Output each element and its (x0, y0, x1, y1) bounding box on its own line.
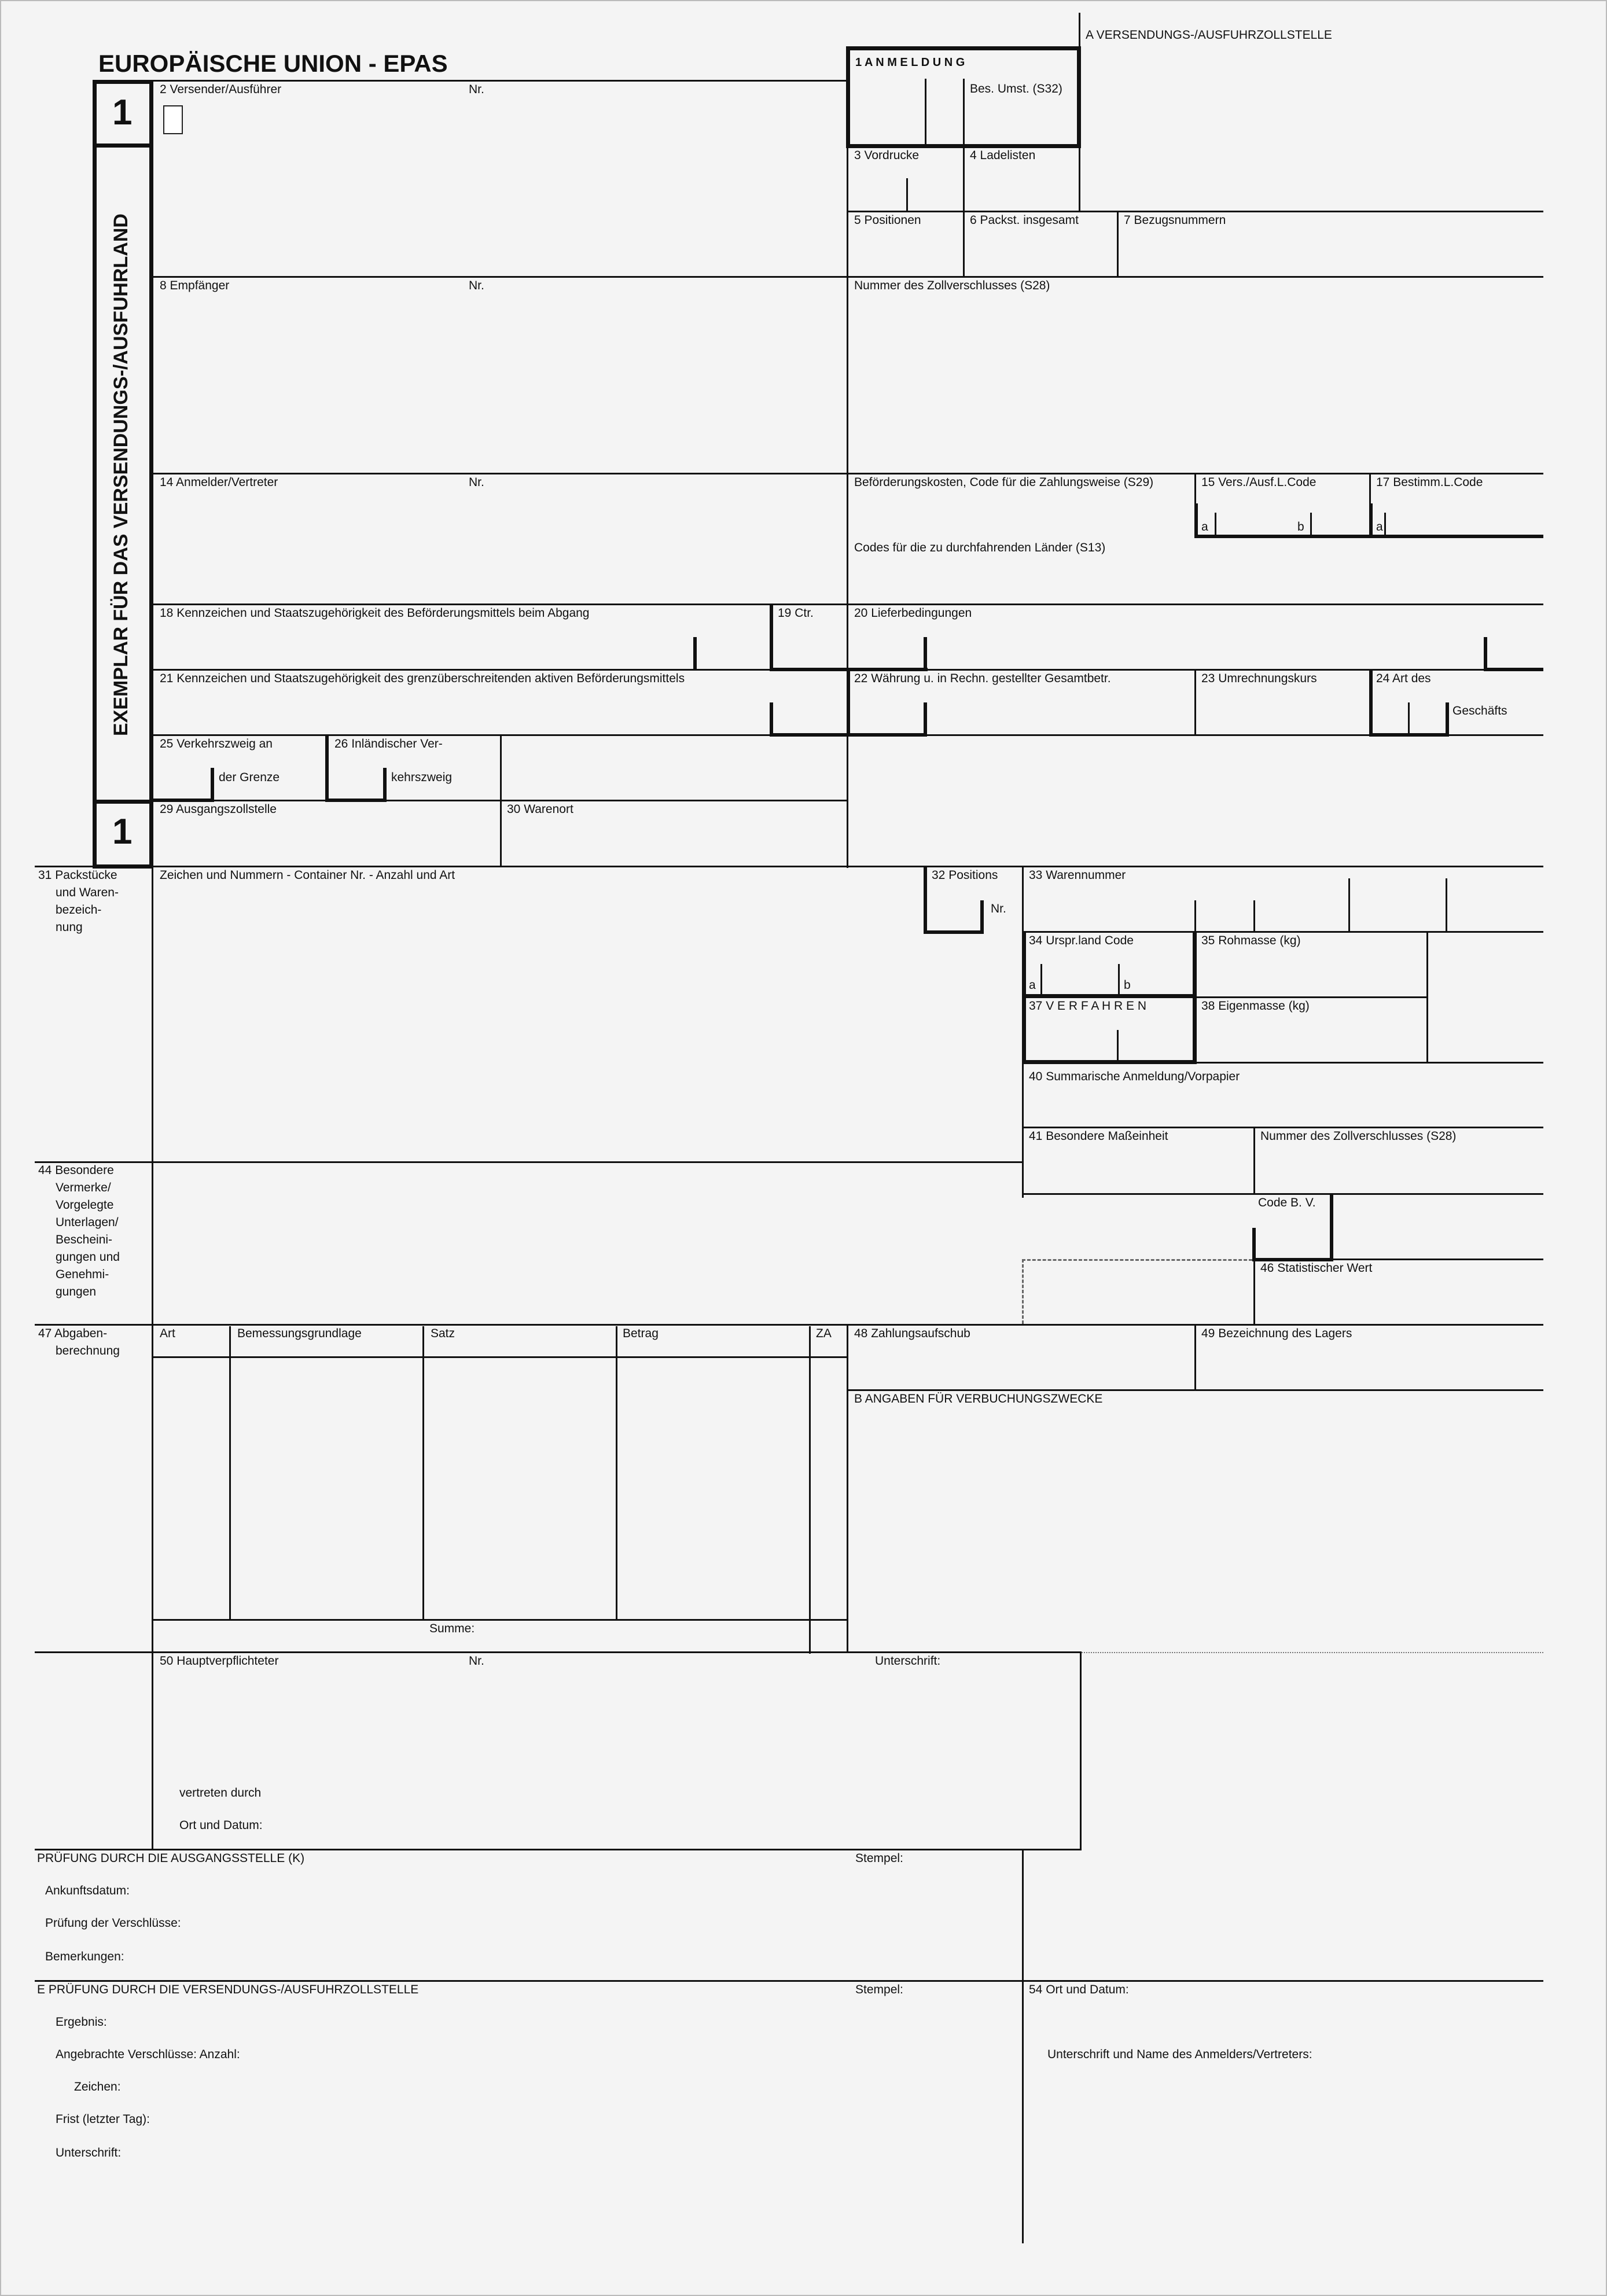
box-26-bracket (325, 734, 329, 802)
box-31-label: und Waren- (56, 886, 119, 899)
za-label: ZA (816, 1327, 832, 1340)
box-26-bracket (383, 768, 387, 801)
zollverschluss-label: Nummer des Zollverschlusses (S28) (854, 279, 1050, 292)
box-17-label: 17 Bestimm.L.Code (1376, 476, 1483, 489)
rule (1194, 996, 1428, 998)
betrag-label: Betrag (623, 1327, 659, 1340)
dashed-rule (1022, 1259, 1252, 1261)
zeichen-label: Zeichen: (74, 2080, 121, 2093)
divider (1118, 964, 1120, 996)
copy-box-frame (93, 80, 153, 84)
box-30-label: 30 Warenort (507, 803, 573, 816)
rule (1022, 1193, 1543, 1195)
summe-label: Summe: (429, 1622, 475, 1635)
box-35-label: 35 Rohmasse (kg) (1201, 934, 1301, 947)
divider (1117, 211, 1119, 277)
code-bv-bracket (1330, 1193, 1333, 1261)
rule (152, 604, 1543, 605)
box-19-label: 19 Ctr. (778, 606, 814, 620)
frist-label: Frist (letzter Tag): (56, 2113, 150, 2126)
rule (35, 1651, 1082, 1653)
rule (1022, 1127, 1543, 1128)
box-6-label: 6 Packst. insgesamt (970, 214, 1079, 227)
box-34-label: 34 Urspr.land Code (1029, 934, 1134, 947)
box-46-label: 46 Statistischer Wert (1260, 1261, 1373, 1275)
copy-box-frame (93, 80, 97, 868)
box-25b-label: der Grenze (219, 771, 280, 784)
codes-laender-label: Codes für die zu durchfahrenden Länder (S13) (854, 541, 1106, 554)
box-31-label: nung (56, 921, 83, 934)
bemessung-label: Bemessungsgrundlage (237, 1327, 362, 1340)
divider (1215, 513, 1216, 535)
pruefung-versendung-label: E PRÜFUNG DURCH DIE VERSENDUNGS-/AUSFUHRZOLLSTELLE (37, 1983, 419, 1996)
box-22-bracket (924, 702, 927, 736)
divider (1253, 1127, 1255, 1194)
rule (152, 734, 1543, 736)
box-44-label: Bescheini- (56, 1233, 113, 1246)
rule (35, 1161, 1024, 1163)
box-15-bracket (1194, 503, 1198, 537)
box-44-label: gungen und (56, 1250, 120, 1264)
divider (1384, 513, 1386, 535)
nr-label: Nr. (469, 1654, 484, 1668)
box-15-bracket (1194, 535, 1371, 538)
box-1-frame (846, 46, 1081, 50)
box-37-frame (1022, 1060, 1197, 1064)
dashed-rule (1080, 1652, 1543, 1653)
rule (847, 1389, 1543, 1391)
divider (1117, 1030, 1119, 1061)
box-32-bracket (924, 866, 927, 934)
rule (1022, 931, 1543, 933)
box-49-label: 49 Bezeichnung des Lagers (1201, 1327, 1352, 1340)
box-38-label: 38 Eigenmasse (kg) (1201, 999, 1310, 1013)
box-20-bracket (924, 637, 927, 671)
box-44-label: 44 Besondere (38, 1164, 114, 1177)
sub-a-label: a (1376, 520, 1383, 533)
box-22-bracket (847, 669, 850, 736)
box-50-label: 50 Hauptverpflichteter (160, 1654, 279, 1668)
divider (616, 1326, 617, 1620)
zeichen-nummern-label: Zeichen und Nummern - Container Nr. - Anzahl und Art (160, 869, 455, 882)
box-22-bracket (770, 702, 773, 736)
unterschrift-label: Unterschrift: (875, 1654, 941, 1668)
divider (906, 178, 908, 212)
rule (1194, 1062, 1543, 1064)
box-32-label: 32 Positions (932, 869, 998, 882)
sub-b-label: b (1124, 978, 1131, 992)
box-18-label: 18 Kennzeichen und Staatszugehörigkeit des Beförderungsmittels beim Abgang (160, 606, 590, 620)
copy-box-frame (93, 800, 153, 804)
box-17-bracket (1369, 535, 1543, 538)
rule (1330, 1259, 1543, 1260)
ergebnis-label: Ergebnis: (56, 2015, 107, 2029)
ankunftsdatum-label: Ankunftsdatum: (45, 1884, 130, 1897)
box-2-label: 2 Versender/Ausführer (160, 83, 282, 96)
pruefung-ausgang-label: PRÜFUNG DURCH DIE AUSGANGSSTELLE (K) (37, 1852, 305, 1865)
stempel-label: Stempel: (855, 1852, 903, 1865)
box-31-label: bezeich- (56, 903, 102, 917)
divider (925, 79, 926, 145)
box-20-bracket (1484, 637, 1487, 671)
form-title: EUROPÄISCHE UNION - EPAS (98, 50, 448, 77)
nr-label: Nr. (469, 279, 484, 292)
nr-label: Nr. (469, 83, 484, 96)
vertreten-durch-label: vertreten durch (179, 1786, 262, 1800)
divider (1040, 964, 1042, 996)
unterschrift-name-label: Unterschrift und Name des Anmelders/Vertreters: (1047, 2048, 1312, 2061)
box-41-label: 41 Besondere Maßeinheit (1029, 1129, 1168, 1143)
bemerkungen-label: Bemerkungen: (45, 1950, 124, 1963)
box-33-label: 33 Warennummer (1029, 869, 1126, 882)
rule (152, 1356, 848, 1358)
box-37-frame (1022, 931, 1026, 1064)
unterschrift-label-2: Unterschrift: (56, 2146, 122, 2159)
box-7-label: 7 Bezugsnummern (1124, 214, 1226, 227)
checkbox[interactable] (163, 105, 183, 134)
box-8-label: 8 Empfänger (160, 279, 230, 292)
dashed-rule (1022, 1259, 1024, 1324)
sub-a-label: a (1029, 978, 1036, 992)
box-32-bracket (980, 900, 984, 934)
divider (963, 79, 965, 145)
divider (1348, 878, 1350, 932)
pruefung-verschluesse-label: Prüfung der Verschlüsse: (45, 1916, 181, 1930)
divider (500, 734, 502, 801)
rule (847, 211, 1543, 212)
box-15-label: 15 Vers./Ausf.L.Code (1201, 476, 1317, 489)
box-37-frame (1022, 994, 1197, 998)
divider (809, 1326, 811, 1654)
code-bv-label: Code B. V. (1258, 1196, 1316, 1209)
divider (963, 211, 965, 277)
code-bv-bracket (1252, 1228, 1256, 1261)
rule (152, 1619, 848, 1621)
nr-label: Nr. (469, 476, 484, 489)
divider (1253, 1259, 1255, 1324)
box-47-label: 47 Abgaben- (38, 1327, 108, 1340)
rule (35, 866, 1543, 867)
box-24-label: 24 Art des (1376, 672, 1431, 685)
box-26b-label: kehrszweig (391, 771, 453, 784)
box-24-bracket (1446, 702, 1449, 736)
zollverschluss-label-2: Nummer des Zollverschlusses (S28) (1260, 1129, 1457, 1143)
divider (1194, 900, 1196, 932)
rule (35, 1980, 1543, 1982)
box-a-label: A VERSENDUNGS-/AUSFUHRZOLLSTELLE (1086, 28, 1332, 42)
box-20-label: 20 Lieferbedingungen (854, 606, 972, 620)
box-5-label: 5 Positionen (854, 214, 921, 227)
box-21-label: 21 Kennzeichen und Staatszugehörigkeit des grenzüberschreitenden aktiven Beförderungsmittels (160, 672, 685, 685)
box-44-label: gungen (56, 1285, 97, 1298)
box-23-label: 23 Umrechnungskurs (1201, 672, 1317, 685)
box-44-label: Unterlagen/ (56, 1216, 119, 1229)
befoerderungskosten-label: Beförderungskosten, Code für die Zahlungsweise (S29) (854, 476, 1154, 489)
sub-b-label: b (1297, 520, 1304, 533)
copy-number: 1 (112, 93, 133, 133)
box-25-bracket (211, 768, 214, 801)
divider (1253, 900, 1255, 932)
rule (35, 1324, 1543, 1326)
box-40-label: 40 Summarische Anmeldung/Vorpapier (1029, 1070, 1240, 1083)
box-1-label: 1 A N M E L D U N G (855, 56, 965, 69)
rule (152, 276, 1543, 278)
box-1-frame (1077, 46, 1081, 148)
ort-datum-label: Ort und Datum: (179, 1819, 263, 1832)
divider (422, 1326, 424, 1620)
rule (152, 473, 1543, 474)
box-32-bracket (924, 930, 984, 934)
box-44-label: Vorgelegte (56, 1198, 114, 1212)
box-4-label: 4 Ladelisten (970, 149, 1036, 162)
box-24-bracket (1369, 669, 1373, 736)
divider (229, 1326, 231, 1620)
box-37-label: 37 V E R F A H R E N (1029, 999, 1147, 1013)
box-48-label: 48 Zahlungsaufschub (854, 1327, 970, 1340)
bes-umst-label: Bes. Umst. (S32) (970, 82, 1062, 95)
box-b-label: B ANGABEN FÜR VERBUCHUNGSZWECKE (854, 1392, 1103, 1405)
copy-number-bottom: 1 (112, 812, 133, 852)
box-24b-label: Geschäfts (1452, 704, 1507, 718)
box-17-bracket (1369, 503, 1373, 537)
box-54-label: 54 Ort und Datum: (1029, 1983, 1129, 1996)
box-19-bracket (770, 604, 773, 671)
divider (963, 146, 965, 212)
satz-label: Satz (431, 1327, 455, 1340)
divider (1310, 513, 1312, 535)
box-3-label: 3 Vordrucke (854, 149, 920, 162)
divider (1446, 878, 1447, 932)
rule (35, 1849, 1082, 1850)
divider (847, 1324, 848, 1653)
box-14-label: 14 Anmelder/Vertreter (160, 476, 278, 489)
art-label: Art (160, 1327, 175, 1340)
divider (1022, 1849, 1024, 2243)
divider (1194, 669, 1196, 735)
box-22-label: 22 Währung u. in Rechn. gestellter Gesamtbetr. (854, 672, 1111, 685)
angebrachte-label: Angebrachte Verschlüsse: Anzahl: (56, 2048, 240, 2061)
box-44-label: Genehmi- (56, 1268, 109, 1281)
divider (1408, 702, 1410, 734)
divider (500, 800, 502, 867)
divider (1194, 1324, 1196, 1390)
box-32b-label: Nr. (991, 902, 1006, 915)
box-47-label: berechnung (56, 1344, 120, 1357)
sub-a-label: a (1201, 520, 1208, 533)
box-25-label: 25 Verkehrszweig an (160, 737, 273, 750)
box-44-label: Vermerke/ (56, 1181, 111, 1194)
box-31-label: 31 Packstücke (38, 869, 117, 882)
box-29-label: 29 Ausgangszollstelle (160, 803, 277, 816)
divider (1080, 1651, 1082, 1850)
stempel-label-2: Stempel: (855, 1983, 903, 1996)
rule (152, 80, 848, 82)
vertical-copy-caption: EXEMPLAR FÜR DAS VERSENDUNGS-/AUSFUHRLAND (110, 214, 132, 736)
copy-box-frame (93, 144, 153, 148)
box-26-label: 26 Inländischer Ver- (334, 737, 443, 750)
box-19-bracket (693, 637, 697, 671)
